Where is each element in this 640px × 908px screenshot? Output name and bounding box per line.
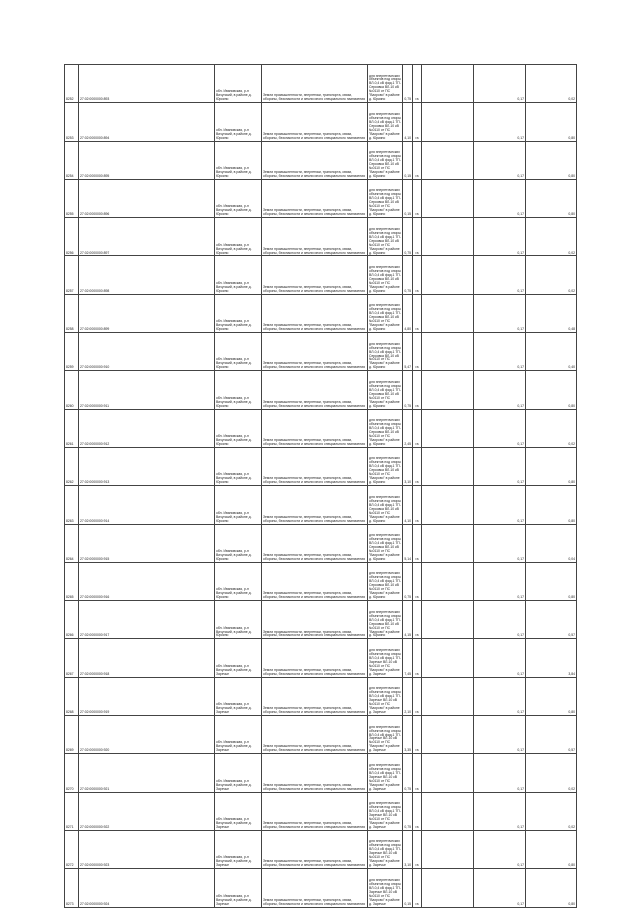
row-number-cell: 8254 (65, 141, 79, 179)
land-category-cell: Земли промышленности, энергетики, транспорта, связи, обороны, безопасности и земли иного специального назначения (262, 179, 368, 217)
table-row (65, 103, 577, 141)
row-number-cell: 8266 (65, 601, 79, 639)
location-cell: обл. Ивановская, р-н Вичугский, в районе д. Юркино (215, 294, 262, 332)
land-category-cell: Земли промышленности, энергетики, транспорта, связи, обороны, безопасности и земли иного специального назначения (262, 65, 368, 103)
unit-cell: га (413, 294, 422, 332)
value-cell: 0,02 (526, 256, 577, 294)
rate-cell: 0,17 (474, 639, 526, 677)
cadastral-number-cell: 27:02:0000000:894 (79, 103, 215, 141)
rate-cell: 0,17 (474, 716, 526, 754)
value-cell: 3,84 (526, 639, 577, 677)
row-number-cell: 8260 (65, 371, 79, 409)
permitted-use-cell: для энергетических объектов под опоры ВЛ-0,4 кВ фид.1 ТП-Заречье ВЛ-10 кВ №0110 от ПС "Вахрово" в районе д. Заречье (368, 869, 403, 907)
location-cell: обл. Ивановская, р-н Вичугский, в районе д. Юркино (215, 601, 262, 639)
permitted-use-cell: для энергетических объектов под опоры ВЛ-0,4 кВ фид.1 ТП-Серковка ВЛ-10 кВ №0110 от ПС "Вахрово" в районе д. Юркино (368, 486, 403, 524)
location-cell: обл. Ивановская, р-н Вичугский, в районе д. Юркино (215, 562, 262, 600)
empty-cell (422, 256, 474, 294)
land-category-cell: Земли промышленности, энергетики, транспорта, связи, обороны, безопасности и земли иного специального назначения (262, 141, 368, 179)
rate-cell: 0,17 (474, 218, 526, 256)
table-row (65, 830, 577, 868)
unit-cell: га (413, 447, 422, 485)
area-cell: 0,75 (403, 562, 413, 600)
value-cell: 0,02 (526, 792, 577, 830)
unit-cell: га (413, 524, 422, 562)
value-cell: 0,48 (526, 294, 577, 332)
land-category-cell: Земли промышленности, энергетики, транспорта, связи, обороны, безопасности и земли иного специального назначения (262, 256, 368, 294)
row-number-cell: 8262 (65, 447, 79, 485)
area-cell: 4,80 (403, 294, 413, 332)
location-cell: обл. Ивановская, р-н Вичугский, в районе д. Заречье (215, 754, 262, 792)
table-row (65, 677, 577, 715)
area-cell: 3,35 (403, 716, 413, 754)
empty-cell (422, 141, 474, 179)
empty-cell (422, 103, 474, 141)
empty-cell (422, 601, 474, 639)
permitted-use-cell: для энергетических объектов под опоры ВЛ-0,4 кВ фид.1 ТП-Серковка ВЛ-10 кВ №0110 от ПС "Вахрово" в районе д. Юркино (368, 294, 403, 332)
location-cell: обл. Ивановская, р-н Вичугский, в районе д. Юркино (215, 447, 262, 485)
cadastral-number-cell: 27:02:0000000:920 (79, 716, 215, 754)
location-cell: обл. Ивановская, р-н Вичугский, в районе д. Юркино (215, 486, 262, 524)
empty-cell (422, 830, 474, 868)
land-category-cell: Земли промышленности, энергетики, транспорта, связи, обороны, безопасности и земли иного специального назначения (262, 524, 368, 562)
location-cell: обл. Ивановская, р-н Вичугский, в районе д. Заречье (215, 830, 262, 868)
area-cell: 0,15 (403, 869, 413, 907)
value-cell: 0,57 (526, 601, 577, 639)
permitted-use-cell: для энергетических объектов под опоры ВЛ-0,4 кВ фид.1 ТП-Серковка ВЛ-10 кВ №0110 от ПС "Вахрово" в районе д. Юркино (368, 65, 403, 103)
area-cell: 2,10 (403, 677, 413, 715)
area-cell: 0,15 (403, 141, 413, 179)
area-cell: 0,15 (403, 179, 413, 217)
location-cell: обл. Ивановская, р-н Вичугский, в районе д. Юркино (215, 179, 262, 217)
rate-cell: 0,17 (474, 447, 526, 485)
value-cell: 0,80 (526, 447, 577, 485)
row-number-cell: 8255 (65, 179, 79, 217)
rate-cell: 0,17 (474, 869, 526, 907)
cadastral-number-cell: 27:02:0000000:915 (79, 524, 215, 562)
area-cell: 0,75 (403, 792, 413, 830)
row-number-cell: 8264 (65, 524, 79, 562)
location-cell: обл. Ивановская, р-н Вичугский, в районе д. Заречье (215, 716, 262, 754)
row-number-cell: 8261 (65, 409, 79, 447)
permitted-use-cell: для энергетических объектов под опоры ВЛ-0,4 кВ фид.1 ТП-Заречье ВЛ-10 кВ №0110 от ПС "Вахрово" в районе д. Заречье (368, 677, 403, 715)
unit-cell: га (413, 141, 422, 179)
empty-cell (422, 65, 474, 103)
value-cell: 0,02 (526, 65, 577, 103)
value-cell: 0,80 (526, 869, 577, 907)
row-number-cell: 8263 (65, 486, 79, 524)
cadastral-number-cell: 27:02:0000000:922 (79, 792, 215, 830)
permitted-use-cell: для энергетических объектов под опоры ВЛ-0,4 кВ фид.1 ТП-Серковка ВЛ-10 кВ №0110 от ПС "Вахрово" в районе д. Юркино (368, 179, 403, 217)
cadastral-number-cell: 27:02:0000000:896 (79, 179, 215, 217)
cadastral-number-cell: 27:02:0000000:898 (79, 256, 215, 294)
cadastral-number-cell: 27:02:0000000:914 (79, 486, 215, 524)
table-row (65, 716, 577, 754)
table-row (65, 486, 577, 524)
area-cell: 0,75 (403, 65, 413, 103)
value-cell: 0,80 (526, 830, 577, 868)
value-cell: 0,40 (526, 333, 577, 371)
empty-cell (422, 792, 474, 830)
value-cell: 0,80 (526, 677, 577, 715)
rate-cell: 0,17 (474, 294, 526, 332)
table-row (65, 792, 577, 830)
location-cell: обл. Ивановская, р-н Вичугский, в районе д. Юркино (215, 333, 262, 371)
table-row (65, 218, 577, 256)
empty-cell (422, 869, 474, 907)
cadastral-number-cell: 27:02:0000000:923 (79, 830, 215, 868)
empty-cell (422, 754, 474, 792)
empty-cell (422, 179, 474, 217)
empty-cell (422, 218, 474, 256)
cadastral-number-cell: 27:02:0000000:893 (79, 65, 215, 103)
unit-cell: га (413, 103, 422, 141)
table-row (65, 141, 577, 179)
row-number-cell: 8273 (65, 869, 79, 907)
location-cell: обл. Ивановская, р-н Вичугский, в районе д. Заречье (215, 792, 262, 830)
area-cell: 4,10 (403, 103, 413, 141)
land-category-cell: Земли промышленности, энергетики, транспорта, связи, обороны, безопасности и земли иного специального назначения (262, 218, 368, 256)
cadastral-number-cell: 27:02:0000000:921 (79, 754, 215, 792)
cadastral-number-cell: 27:02:0000000:913 (79, 447, 215, 485)
location-cell: обл. Ивановская, р-н Вичугский, в районе д. Юркино (215, 371, 262, 409)
unit-cell: га (413, 409, 422, 447)
empty-cell (422, 677, 474, 715)
unit-cell: га (413, 371, 422, 409)
area-cell: 3,10 (403, 830, 413, 868)
area-cell: 5,47 (403, 333, 413, 371)
area-cell: 4,15 (403, 601, 413, 639)
rate-cell: 0,17 (474, 486, 526, 524)
cadastral-number-cell: 27:02:0000000:919 (79, 677, 215, 715)
table-row (65, 524, 577, 562)
permitted-use-cell: для энергетических объектов под опоры ВЛ-0,4 кВ фид.1 ТП-Серковка ВЛ-10 кВ №0110 от ПС "Вахрово" в районе д. Юркино (368, 103, 403, 141)
land-category-cell: Земли промышленности, энергетики, транспорта, связи, обороны, безопасности и земли иного специального назначения (262, 601, 368, 639)
value-cell: 0,80 (526, 371, 577, 409)
value-cell: 0,04 (526, 524, 577, 562)
cadastral-number-cell: 27:02:0000000:910 (79, 333, 215, 371)
location-cell: обл. Ивановская, р-н Вичугский, в районе д. Юркино (215, 256, 262, 294)
permitted-use-cell: для энергетических объектов под опоры ВЛ-0,4 кВ фид.1 ТП-Заречье ВЛ-10 кВ №0110 от ПС "Вахрово" в районе д. Заречье (368, 639, 403, 677)
land-category-cell: Земли промышленности, энергетики, транспорта, связи, обороны, безопасности и земли иного специального назначения (262, 333, 368, 371)
permitted-use-cell: для энергетических объектов под опоры ВЛ-0,4 кВ фид.1 ТП-Серковка ВЛ-10 кВ №0110 от ПС "Вахрово" в районе д. Юркино (368, 601, 403, 639)
row-number-cell: 8267 (65, 639, 79, 677)
value-cell: 0,80 (526, 103, 577, 141)
register-sheet (64, 64, 576, 908)
rate-cell: 0,17 (474, 754, 526, 792)
unit-cell: га (413, 830, 422, 868)
unit-cell: га (413, 218, 422, 256)
row-number-cell: 8253 (65, 103, 79, 141)
empty-cell (422, 409, 474, 447)
permitted-use-cell: для энергетических объектов под опоры ВЛ-0,4 кВ фид.1 ТП-Серковка ВЛ-10 кВ №0110 от ПС "Вахрово" в районе д. Юркино (368, 524, 403, 562)
unit-cell: га (413, 601, 422, 639)
cadastral-number-cell: 27:02:0000000:917 (79, 601, 215, 639)
permitted-use-cell: для энергетических объектов под опоры ВЛ-0,4 кВ фид.1 ТП-Серковка ВЛ-10 кВ №0110 от ПС "Вахрово" в районе д. Юркино (368, 409, 403, 447)
location-cell: обл. Ивановская, р-н Вичугский, в районе д. Юркино (215, 141, 262, 179)
location-cell: обл. Ивановская, р-н Вичугский, в районе д. Юркино (215, 524, 262, 562)
land-category-cell: Земли промышленности, энергетики, транспорта, связи, обороны, безопасности и земли иного специального назначения (262, 869, 368, 907)
value-cell: 0,80 (526, 486, 577, 524)
unit-cell: га (413, 179, 422, 217)
value-cell: 0,57 (526, 716, 577, 754)
empty-cell (422, 294, 474, 332)
area-cell: 0,75 (403, 371, 413, 409)
table-row (65, 256, 577, 294)
permitted-use-cell: для энергетических объектов под опоры ВЛ-0,4 кВ фид.1 ТП-Заречье ВЛ-10 кВ №0110 от ПС "Вахрово" в районе д. Заречье (368, 754, 403, 792)
rate-cell: 0,17 (474, 677, 526, 715)
unit-cell: га (413, 256, 422, 294)
land-category-cell: Земли промышленности, энергетики, транспорта, связи, обороны, безопасности и земли иного специального назначения (262, 486, 368, 524)
unit-cell: га (413, 716, 422, 754)
rate-cell: 0,17 (474, 179, 526, 217)
permitted-use-cell: для энергетических объектов под опоры ВЛ-0,4 кВ фид.1 ТП-Серковка ВЛ-10 кВ №0110 от ПС "Вахрово" в районе д. Юркино (368, 218, 403, 256)
location-cell: обл. Ивановская, р-н Вичугский, в районе д. Юркино (215, 409, 262, 447)
area-cell: 2,45 (403, 409, 413, 447)
permitted-use-cell: для энергетических объектов под опоры ВЛ-0,4 кВ фид.1 ТП-Серковка ВЛ-10 кВ №0110 от ПС "Вахрово" в районе д. Юркино (368, 141, 403, 179)
row-number-cell: 8257 (65, 256, 79, 294)
land-register-table (64, 64, 577, 908)
unit-cell: га (413, 677, 422, 715)
rate-cell: 0,17 (474, 562, 526, 600)
rate-cell: 0,17 (474, 371, 526, 409)
table-row (65, 639, 577, 677)
unit-cell: га (413, 792, 422, 830)
value-cell: 0,02 (526, 754, 577, 792)
land-category-cell: Земли промышленности, энергетики, транспорта, связи, обороны, безопасности и земли иного специального назначения (262, 639, 368, 677)
unit-cell: га (413, 333, 422, 371)
cadastral-number-cell: 27:02:0000000:916 (79, 562, 215, 600)
permitted-use-cell: для энергетических объектов под опоры ВЛ-0,4 кВ фид.1 ТП-Заречье ВЛ-10 кВ №0110 от ПС "Вахрово" в районе д. Заречье (368, 716, 403, 754)
table-row (65, 562, 577, 600)
permitted-use-cell: для энергетических объектов под опоры ВЛ-0,4 кВ фид.1 ТП-Серковка ВЛ-10 кВ №0110 от ПС "Вахрово" в районе д. Юркино (368, 447, 403, 485)
empty-cell (422, 716, 474, 754)
rate-cell: 0,17 (474, 103, 526, 141)
location-cell: обл. Ивановская, р-н Вичугский, в районе д. Заречье (215, 677, 262, 715)
land-category-cell: Земли промышленности, энергетики, транспорта, связи, обороны, безопасности и земли иного специального назначения (262, 371, 368, 409)
value-cell: 0,80 (526, 179, 577, 217)
rate-cell: 0,17 (474, 409, 526, 447)
row-number-cell: 8258 (65, 294, 79, 332)
unit-cell: га (413, 754, 422, 792)
location-cell: обл. Ивановская, р-н Вичугский, в районе д. Юркино (215, 218, 262, 256)
row-number-cell: 8269 (65, 716, 79, 754)
unit-cell: га (413, 562, 422, 600)
land-category-cell: Земли промышленности, энергетики, транспорта, связи, обороны, безопасности и земли иного специального назначения (262, 562, 368, 600)
row-number-cell: 8268 (65, 677, 79, 715)
location-cell: обл. Ивановская, р-н Вичугский, в районе д. Заречье (215, 869, 262, 907)
cadastral-number-cell: 27:02:0000000:899 (79, 294, 215, 332)
land-category-cell: Земли промышленности, энергетики, транспорта, связи, обороны, безопасности и земли иного специального назначения (262, 677, 368, 715)
area-cell: 4,10 (403, 486, 413, 524)
land-category-cell: Земли промышленности, энергетики, транспорта, связи, обороны, безопасности и земли иного специального назначения (262, 447, 368, 485)
rate-cell: 0,17 (474, 524, 526, 562)
permitted-use-cell: для энергетических объектов под опоры ВЛ-0,4 кВ фид.1 ТП-Серковка ВЛ-10 кВ №0110 от ПС "Вахрово" в районе д. Юркино (368, 256, 403, 294)
unit-cell: га (413, 869, 422, 907)
row-number-cell: 8271 (65, 792, 79, 830)
empty-cell (422, 486, 474, 524)
cadastral-number-cell: 27:02:0000000:918 (79, 639, 215, 677)
land-category-cell: Земли промышленности, энергетики, транспорта, связи, обороны, безопасности и земли иного специального назначения (262, 830, 368, 868)
table-row (65, 294, 577, 332)
table-row (65, 447, 577, 485)
table-row (65, 869, 577, 907)
land-category-cell: Земли промышленности, энергетики, транспорта, связи, обороны, безопасности и земли иного специального назначения (262, 294, 368, 332)
table-row (65, 333, 577, 371)
cadastral-number-cell: 27:02:0000000:924 (79, 869, 215, 907)
table-row (65, 409, 577, 447)
table-row (65, 65, 577, 103)
table-row (65, 179, 577, 217)
area-cell: 0,75 (403, 256, 413, 294)
land-category-cell: Земли промышленности, энергетики, транспорта, связи, обороны, безопасности и земли иного специального назначения (262, 754, 368, 792)
unit-cell: га (413, 486, 422, 524)
table-body (65, 65, 577, 908)
empty-cell (422, 562, 474, 600)
area-cell: 5,14 (403, 524, 413, 562)
cadastral-number-cell: 27:02:0000000:912 (79, 409, 215, 447)
empty-cell (422, 333, 474, 371)
table-row (65, 754, 577, 792)
row-number-cell: 8272 (65, 830, 79, 868)
row-number-cell: 8256 (65, 218, 79, 256)
rate-cell: 0,17 (474, 65, 526, 103)
permitted-use-cell: для энергетических объектов под опоры ВЛ-0,4 кВ фид.1 ТП-Серковка ВЛ-10 кВ №0110 от ПС "Вахрово" в районе д. Юркино (368, 333, 403, 371)
rate-cell: 0,17 (474, 601, 526, 639)
cadastral-number-cell: 27:02:0000000:897 (79, 218, 215, 256)
table-row (65, 601, 577, 639)
row-number-cell: 8259 (65, 333, 79, 371)
value-cell: 0,80 (526, 141, 577, 179)
rate-cell: 0,17 (474, 792, 526, 830)
area-cell: 3,10 (403, 447, 413, 485)
unit-cell: га (413, 65, 422, 103)
empty-cell (422, 524, 474, 562)
land-category-cell: Земли промышленности, энергетики, транспорта, связи, обороны, безопасности и земли иного специального назначения (262, 792, 368, 830)
permitted-use-cell: для энергетических объектов под опоры ВЛ-0,4 кВ фид.1 ТП-Серковка ВЛ-10 кВ №0110 от ПС "Вахрово" в районе д. Юркино (368, 562, 403, 600)
unit-cell: га (413, 639, 422, 677)
cadastral-number-cell: 27:02:0000000:911 (79, 371, 215, 409)
area-cell: 7,45 (403, 639, 413, 677)
rate-cell: 0,17 (474, 141, 526, 179)
location-cell: обл. Ивановская, р-н Вичугский, в районе д. Юркино (215, 103, 262, 141)
area-cell: 0,75 (403, 218, 413, 256)
cadastral-number-cell: 27:02:0000000:895 (79, 141, 215, 179)
empty-cell (422, 447, 474, 485)
land-category-cell: Земли промышленности, энергетики, транспорта, связи, обороны, безопасности и земли иного специального назначения (262, 716, 368, 754)
value-cell: 0,02 (526, 218, 577, 256)
permitted-use-cell: для энергетических объектов под опоры ВЛ-0,4 кВ фид.1 ТП-Серковка ВЛ-10 кВ №0110 от ПС "Вахрово" в районе д. Юркино (368, 371, 403, 409)
value-cell: 0,02 (526, 409, 577, 447)
rate-cell: 0,17 (474, 256, 526, 294)
land-category-cell: Земли промышленности, энергетики, транспорта, связи, обороны, безопасности и земли иного специального назначения (262, 409, 368, 447)
location-cell: обл. Ивановская, р-н Вичугский, в районе д. Юркино (215, 65, 262, 103)
permitted-use-cell: для энергетических объектов под опоры ВЛ-0,4 кВ фид.1 ТП-Заречье ВЛ-10 кВ №0110 от ПС "Вахрово" в районе д. Заречье (368, 830, 403, 868)
value-cell: 0,80 (526, 562, 577, 600)
row-number-cell: 8265 (65, 562, 79, 600)
location-cell: обл. Ивановская, р-н Вичугский, в районе д. Заречье (215, 639, 262, 677)
land-category-cell: Земли промышленности, энергетики, транспорта, связи, обороны, безопасности и земли иного специального назначения (262, 103, 368, 141)
row-number-cell: 8270 (65, 754, 79, 792)
table-row (65, 371, 577, 409)
empty-cell (422, 639, 474, 677)
rate-cell: 0,17 (474, 333, 526, 371)
empty-cell (422, 371, 474, 409)
area-cell: 0,75 (403, 754, 413, 792)
permitted-use-cell: для энергетических объектов под опоры ВЛ-0,4 кВ фид.1 ТП-Заречье ВЛ-10 кВ №0110 от ПС "Вахрово" в районе д. Заречье (368, 792, 403, 830)
rate-cell: 0,17 (474, 830, 526, 868)
row-number-cell: 8252 (65, 65, 79, 103)
